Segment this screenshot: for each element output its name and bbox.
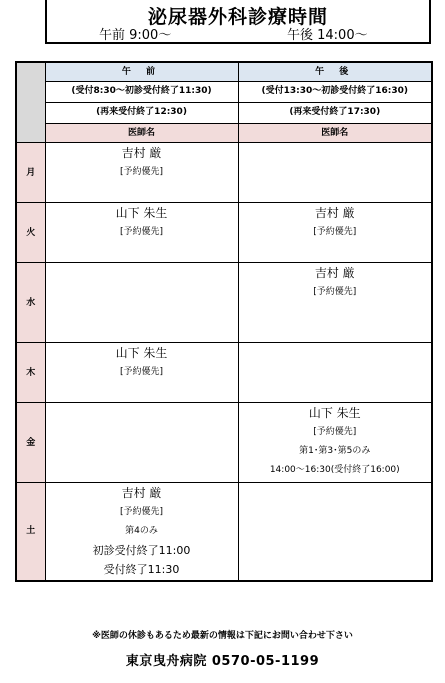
title-box (45, 0, 431, 44)
time-note: 14:00～16:30(受付終了16:00) (269, 465, 400, 475)
pm-cell (238, 203, 432, 263)
day-label: 月 (16, 143, 45, 203)
table-row (16, 483, 432, 581)
day-label: 火 (16, 203, 45, 263)
pm-cell (238, 263, 432, 343)
header-pm-note2: (再来受付終了17:30) (238, 103, 432, 124)
header-pm-note1: (受付13:30～初診受付終了16:30) (238, 82, 432, 103)
week-note: 第1･第3･第5のみ (299, 446, 371, 456)
table-row (16, 343, 432, 403)
header-pm-label: 午 後 (238, 62, 432, 82)
footer-note: ※医師の休診もあるため最新の情報は下記にお問い合わせ下さい (92, 631, 353, 641)
first-visit-note: 初診受付終了11:00 (92, 544, 191, 557)
header-pm-doctor: 医師名 (238, 124, 432, 143)
am-cell (45, 483, 238, 581)
am-cell (45, 403, 238, 483)
pm-cell (238, 483, 432, 581)
table-row (16, 263, 432, 343)
header-am-label: 午 前 (45, 62, 238, 82)
hours-pm: 午後 14:00～ (287, 28, 368, 43)
day-label: 水 (16, 263, 45, 343)
doctor-name: 吉村 厳 (121, 486, 162, 500)
day-label: 木 (16, 343, 45, 403)
pm-cell (238, 343, 432, 403)
hospital-contact: 東京曳舟病院 0570-05-1199 (125, 654, 320, 669)
doctor-name: 吉村 厳 (314, 266, 355, 280)
day-label: 土 (16, 483, 45, 581)
doctor-name: 山下 朱生 (115, 346, 168, 360)
doctor-name: 吉村 厳 (121, 146, 162, 160)
schedule-table (15, 61, 433, 582)
hours-am: 午前 9:00～ (99, 28, 172, 43)
table-row (16, 143, 432, 203)
page-title: 泌尿器外科診療時間 (147, 6, 328, 28)
am-cell (45, 343, 238, 403)
reservation-note: [予約優先] (119, 167, 164, 177)
doctor-name: 吉村 厳 (314, 206, 355, 220)
header-am-doctor: 医師名 (45, 124, 238, 143)
reservation-note: [予約優先] (313, 427, 357, 437)
reception-end-note: 受付終了11:30 (103, 563, 180, 576)
day-label: 金 (16, 403, 45, 483)
table-corner (16, 62, 45, 143)
header-am-note2: (再来受付終了12:30) (45, 103, 238, 124)
reservation-note: [予約優先] (119, 507, 164, 517)
doctor-name: 山下 朱生 (115, 206, 168, 220)
am-cell (45, 143, 238, 203)
pm-cell (238, 403, 432, 483)
reservation-note: [予約優先] (119, 227, 164, 237)
reservation-note: [予約優先] (119, 367, 164, 377)
doctor-name: 山下 朱生 (308, 406, 361, 420)
am-cell (45, 263, 238, 343)
reservation-note: [予約優先] (313, 227, 357, 237)
pm-cell (238, 143, 432, 203)
week-note: 第4のみ (125, 526, 158, 536)
table-row (16, 403, 432, 483)
table-row (16, 203, 432, 263)
reservation-note: [予約優先] (313, 287, 357, 297)
header-am-note1: (受付8:30～初診受付終了11:30) (45, 82, 238, 103)
am-cell (45, 203, 238, 263)
